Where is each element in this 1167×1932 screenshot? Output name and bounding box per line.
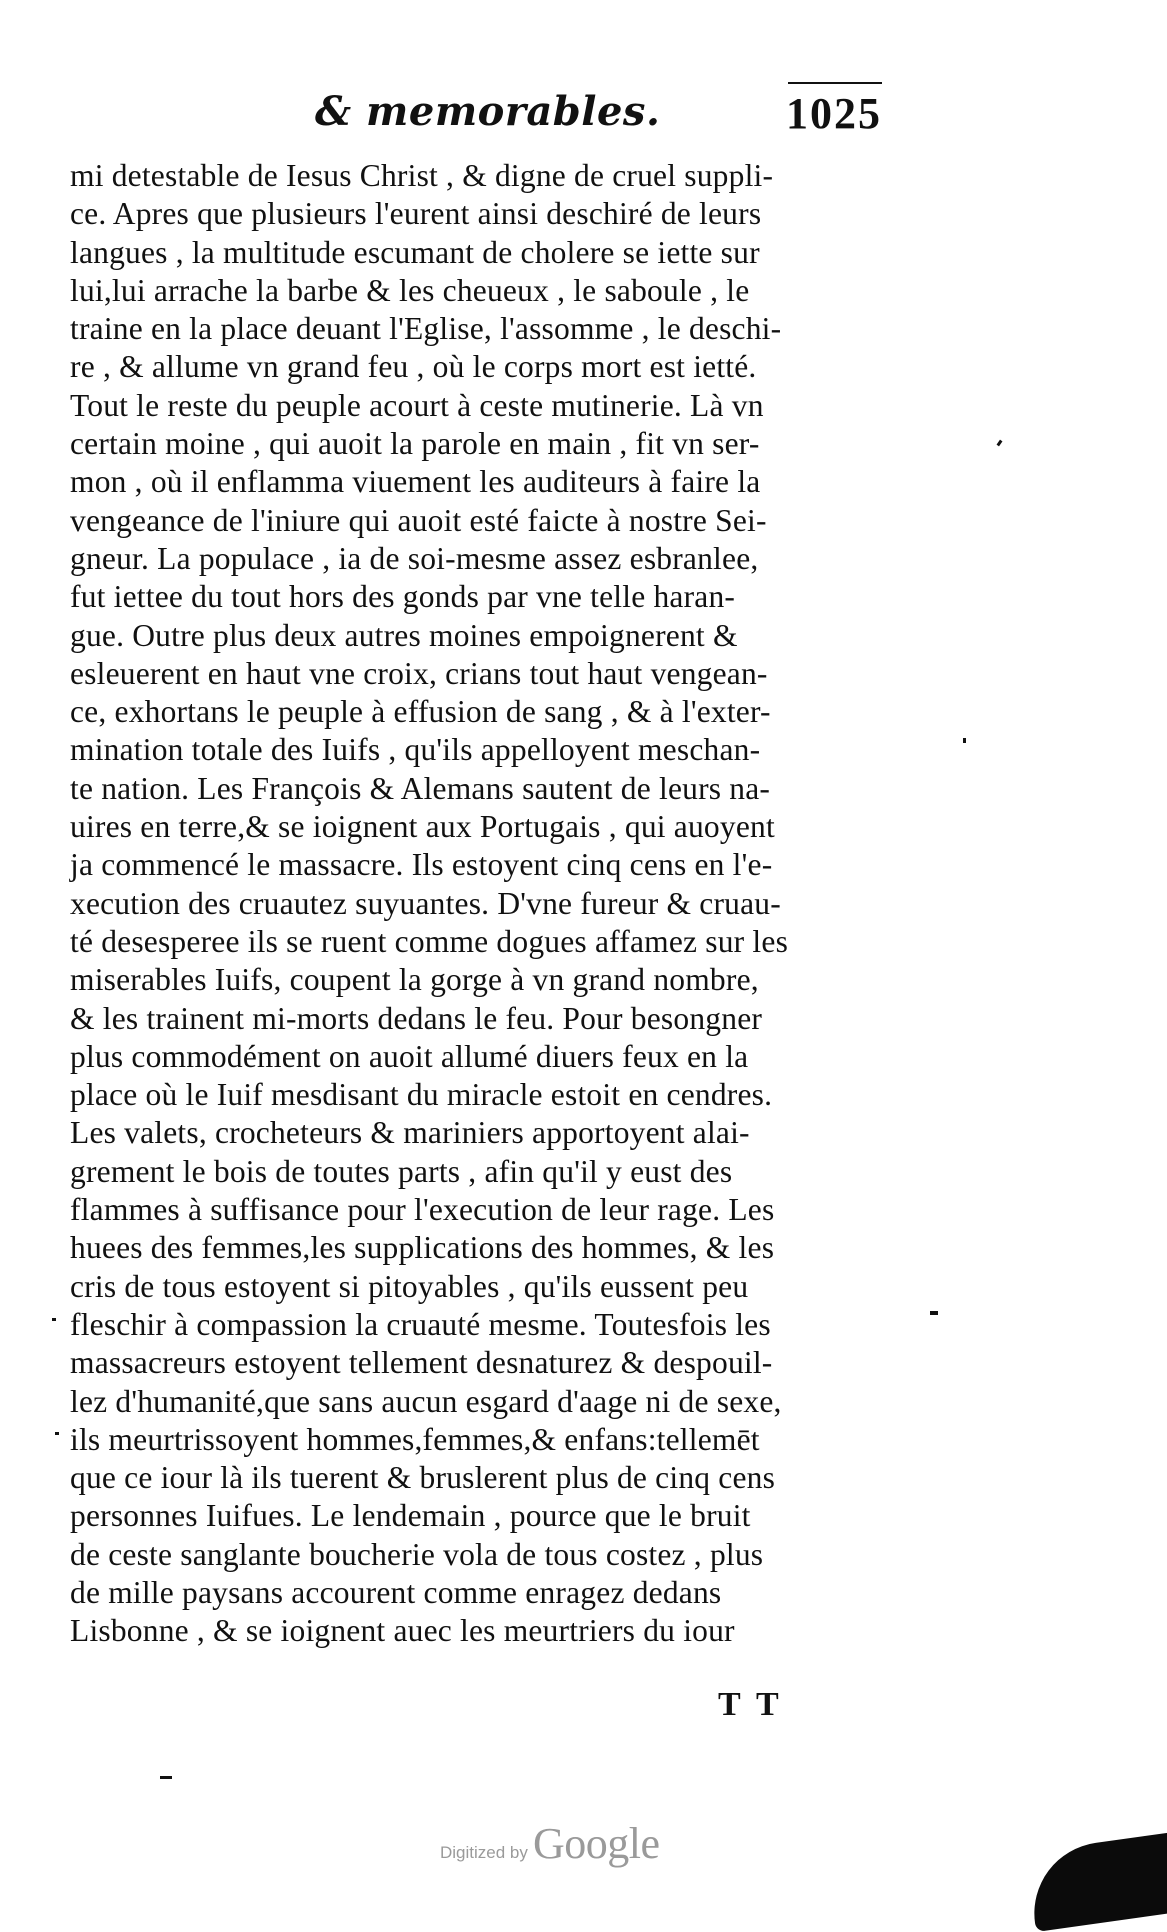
text-line: Lisbonne , & se ioignent auec les meurtriers du iour [70, 1613, 735, 1649]
text-line: plus commodément on auoit allumé diuers feux en la [70, 1038, 749, 1074]
text-line: que ce iour là ils tuerent & bruslerent plus de cinq cens [70, 1460, 776, 1496]
signature-mark: T T [718, 1686, 783, 1723]
text-line: gue. Outre plus deux autres moines empoignerent & [70, 617, 738, 653]
text-line: Les valets, crocheteurs & mariniers apportoyent alai- [70, 1115, 750, 1151]
text-line: fut iettee du tout hors des gonds par vne telle haran- [70, 579, 736, 615]
text-line: fleschir à compassion la cruauté mesme. Toutesfois les [70, 1306, 771, 1342]
running-title: & memorables. [315, 88, 661, 135]
text-line: xecution des cruautez suyuantes. D'vne fureur & cruau- [70, 885, 781, 921]
text-line: massacreurs estoyent tellement desnaturez & despouil- [70, 1345, 773, 1381]
scan-speck [55, 1432, 59, 1435]
text-line: lez d'humanité,que sans aucun esgard d'aage ni de sexe, [70, 1383, 782, 1419]
text-line: uires en terre,& se ioignent aux Portugais , qui auoyent [70, 809, 775, 845]
text-line: flammes à suffisance pour l'execution de leur rage. Les [70, 1192, 775, 1228]
text-line: Tout le reste du peuple acourt à ceste mutinerie. Là vn [70, 387, 764, 423]
text-line: de mille paysans accourent comme enragez dedans [70, 1574, 722, 1610]
text-line: té desesperee ils se ruent comme dogues affamez sur les [70, 923, 789, 959]
text-line: miserables Iuifs, coupent la gorge à vn grand nombre, [70, 962, 759, 998]
text-line: traine en la place deuant l'Eglise, l'assomme , le deschi- [70, 311, 782, 347]
scan-speck [930, 1311, 938, 1315]
text-line: de ceste sanglante boucherie vola de tous costez , plus [70, 1536, 764, 1572]
text-line: vengeance de l'iniure qui auoit esté faicte à nostre Sei- [70, 502, 767, 538]
text-line: grement le bois de toutes parts , afin qu'il y eust des [70, 1153, 733, 1189]
digitization-watermark [440, 1818, 660, 1869]
text-line: certain moine , qui auoit la parole en main , fit vn ser- [70, 426, 760, 462]
text-line: re , & allume vn grand feu , où le corps mort est ietté. [70, 349, 757, 385]
text-line: ce, exhortans le peuple à effusion de sang , & à l'exter- [70, 694, 771, 730]
page-number: 1025 [786, 89, 882, 138]
page-header [0, 88, 1167, 148]
scan-speck [52, 1318, 56, 1321]
watermark-brand: Google [532, 1819, 660, 1868]
text-line: mon , où il enflamma viuement les auditeurs à faire la [70, 464, 761, 500]
text-line: cris de tous estoyent si pitoyables , qu'ils eussent peu [70, 1268, 749, 1304]
text-line: mi detestable de Iesus Christ , & digne de cruel suppli- [70, 158, 774, 193]
text-line: esleuerent en haut vne croix, crians tout haut vengean- [70, 655, 768, 691]
scan-speck [963, 738, 966, 743]
text-line: & les trainent mi-morts dedans le feu. Pour besongner [70, 1000, 763, 1036]
text-line: personnes Iuifues. Le lendemain , pource que le bruit [70, 1498, 751, 1534]
text-line: ils meurtrissoyent hommes,femmes,& enfans:tellemēt [70, 1421, 760, 1457]
text-line: place où le Iuif mesdisant du miracle estoit en cendres. [70, 1077, 773, 1113]
scan-speck [997, 440, 1003, 447]
text-line: mination totale des Iuifs , qu'ils appelloyent meschan- [70, 732, 761, 768]
text-line: langues , la multitude escumant de cholere se iette sur [70, 234, 760, 270]
text-line: gneur. La populace , ia de soi-mesme assez esbranlee, [70, 540, 759, 576]
text-line: te nation. Les François & Alemans sautent de leurs na- [70, 770, 771, 806]
text-line: huees des femmes,les supplications des hommes, & les [70, 1230, 775, 1266]
text-line: lui,lui arrache la barbe & les cheueux , le saboule , le [70, 272, 750, 308]
watermark-prefix: Digitized by [440, 1843, 528, 1862]
text-line: ce. Apres que plusieurs l'eurent ainsi deschiré de leurs [70, 196, 762, 232]
text-line: ja commencé le massacre. Ils estoyent cinq cens en l'e- [70, 847, 773, 883]
body-text [70, 157, 930, 1651]
scan-speck [160, 1776, 172, 1779]
